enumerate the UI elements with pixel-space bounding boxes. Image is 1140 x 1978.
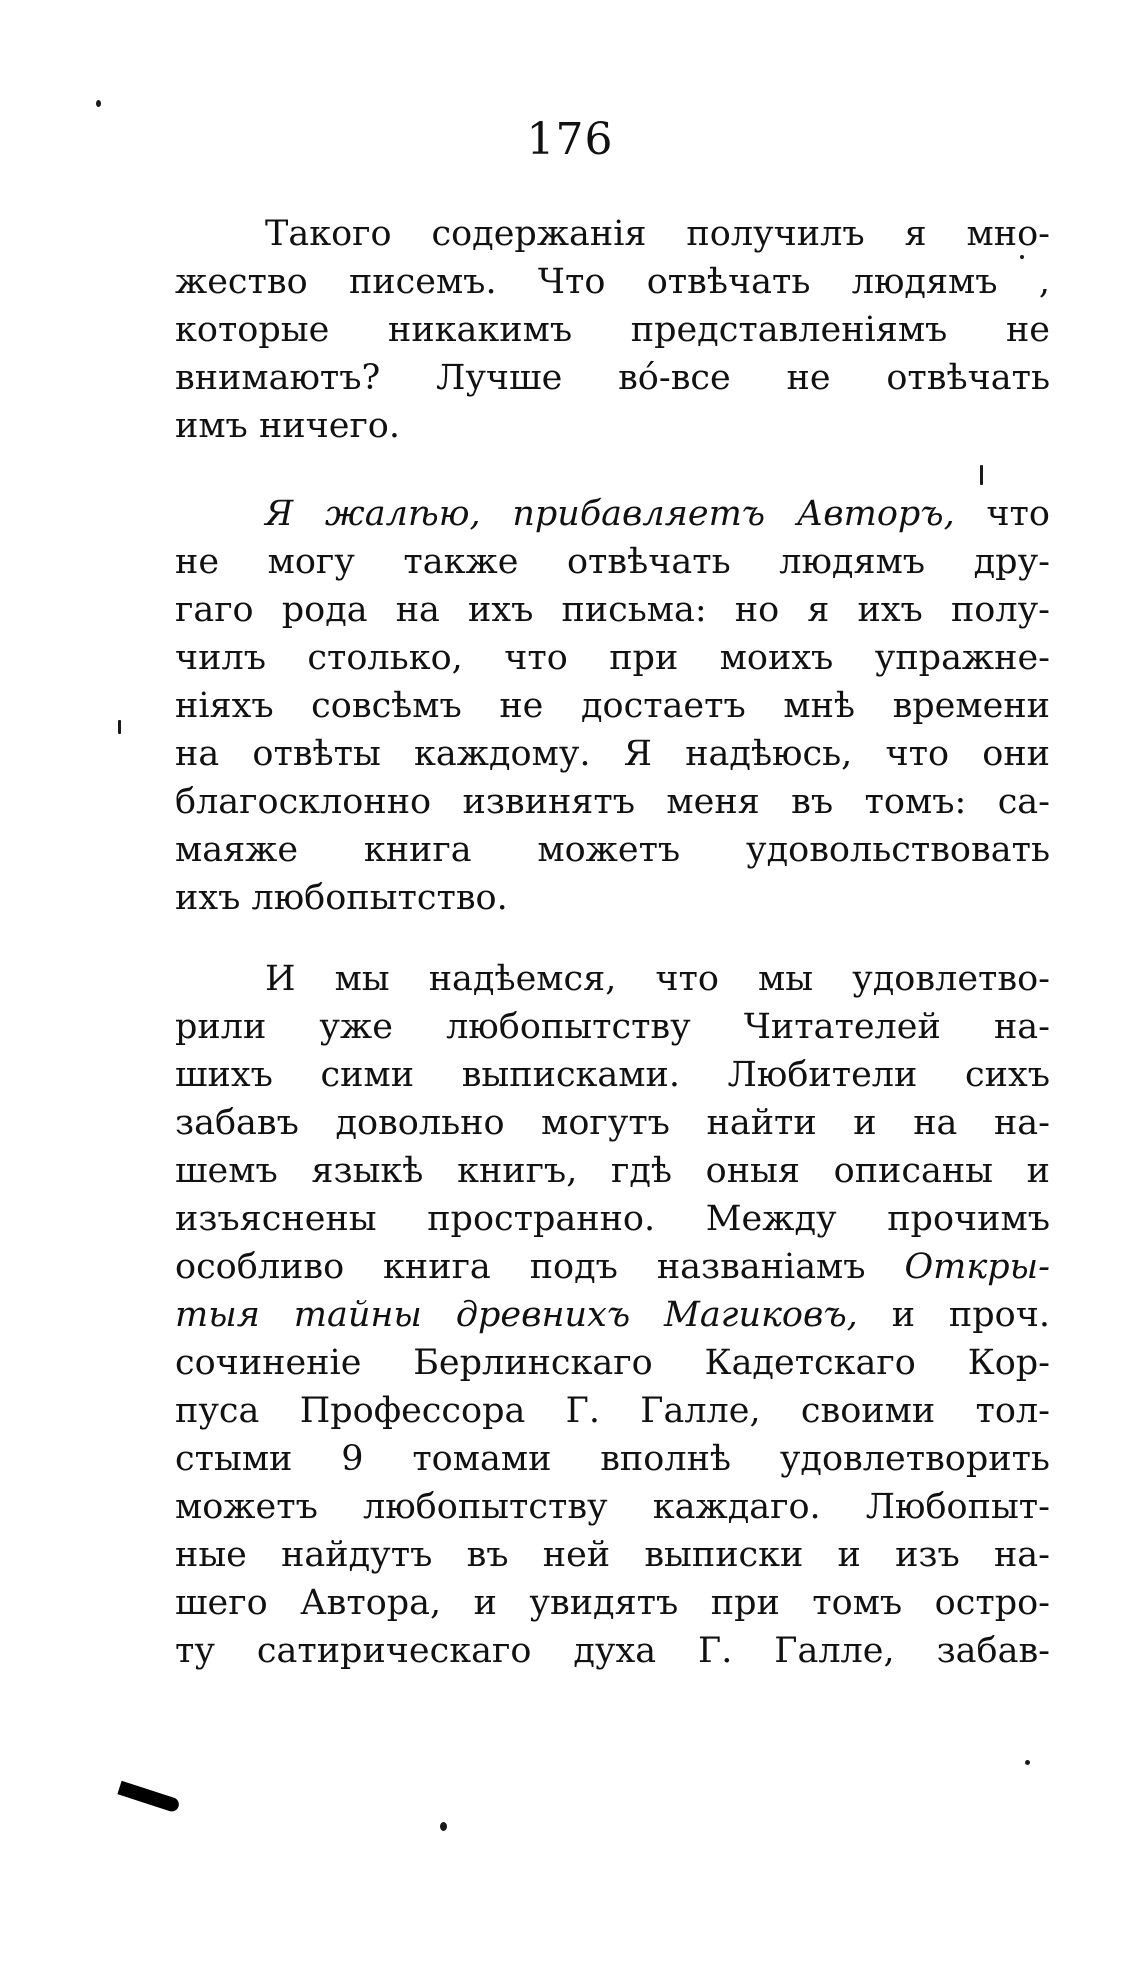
text-line (175, 490, 1050, 538)
text-line: жество писемъ. Что отвѣчать людямъ , (175, 262, 1050, 302)
text-line: ихъ любопытство. (175, 878, 508, 918)
text-line: внимаютъ? Лучше во́-все не отвѣчать (175, 358, 1050, 398)
italic-segment: тыя тайны древнихъ Магиковъ, (175, 1295, 858, 1335)
print-speck (1020, 255, 1024, 259)
paragraph-3 (175, 955, 1050, 1675)
text-line: сочиненіе Берлинскаго Кадетскаго Кор- (175, 1343, 1050, 1383)
print-speck (980, 465, 983, 485)
text-line: ту сатирическаго духа Г. Галле, забав- (175, 1631, 1050, 1671)
text-line: ные найдутъ въ ней выписки и изъ на- (175, 1535, 1050, 1575)
text-line: пуса Профессора Г. Галле, своими тол- (175, 1391, 1050, 1431)
text-line: чилъ столько, что при моихъ упражне- (175, 638, 1050, 678)
text-line: забавъ довольно могутъ найти и на на- (175, 1103, 1050, 1143)
text-segment: особливо книга подъ названіамъ (175, 1247, 905, 1287)
print-speck (96, 100, 101, 107)
italic-segment: Я жалѣю, прибавляетъ Авторъ, (265, 494, 955, 534)
text-segment: и проч. (857, 1295, 1050, 1335)
text-line: на отвѣты каждому. Я надѣюсь, что они (175, 734, 1050, 774)
text-line: И мы надѣемся, что мы удовлетво- (265, 959, 1050, 999)
text-segment: что (954, 494, 1050, 534)
text-line: Такого содержанія получилъ я мно- (265, 214, 1050, 254)
print-speck (1025, 1760, 1030, 1765)
text-line: гаго рода на ихъ письма: но я ихъ полу- (175, 590, 1050, 630)
text-line: маяже книга можетъ удовольствовать (175, 830, 1050, 870)
italic-segment: Откры- (904, 1247, 1050, 1287)
text-line: шего Автора, и увидятъ при томъ остро- (175, 1583, 1050, 1623)
text-line: благосклонно извинятъ меня въ томъ: са- (175, 782, 1050, 822)
paragraph-2 (175, 490, 1050, 922)
paragraph-1 (175, 210, 1050, 450)
text-line (175, 1291, 1050, 1339)
text-line: имъ ничего. (175, 406, 400, 446)
text-line: стыми 9 томами вполнѣ удовлетворить (175, 1439, 1050, 1479)
text-line: изъяснены пространно. Между прочимъ (175, 1199, 1050, 1239)
text-line: ніяхъ совсѣмъ не достаетъ мнѣ времени (175, 686, 1050, 726)
text-line: шихъ сими выписками. Любители сихъ (175, 1055, 1050, 1095)
page-number: 176 (526, 114, 614, 165)
text-line: не могу также отвѣчать людямъ дру- (175, 542, 1050, 582)
text-line: шемъ языкѣ книгъ, гдѣ оныя описаны и (175, 1151, 1050, 1191)
text-line: которые никакимъ представленіямъ не (175, 310, 1050, 350)
ink-stroke-mark (117, 1781, 180, 1813)
text-line (175, 1243, 1050, 1291)
text-line: рили уже любопытству Читателей на- (175, 1007, 1050, 1047)
print-speck (440, 1822, 447, 1831)
text-line: можетъ любопытству каждаго. Любопыт- (175, 1487, 1050, 1527)
print-speck (118, 720, 121, 734)
